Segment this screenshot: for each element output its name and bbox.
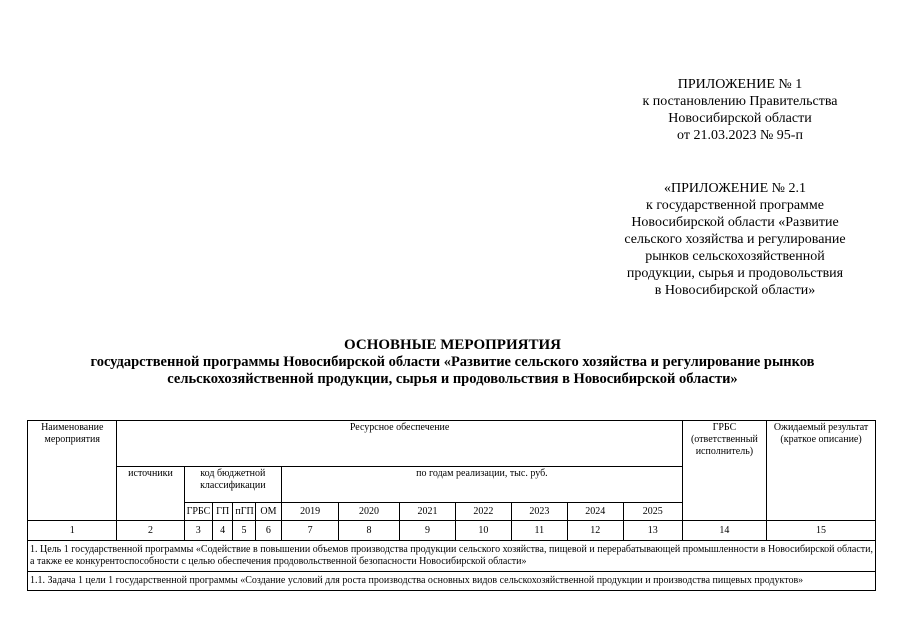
document-subtitle-line-1: государственной программы Новосибирской области «Развитие сельского хозяйства и регулирование рынков	[90, 354, 815, 370]
appendix-1-line-1: ПРИЛОЖЕНИЕ № 1	[677, 77, 803, 92]
appendix-2-line-1: «ПРИЛОЖЕНИЕ № 2.1	[664, 181, 806, 196]
appendix-2-line-4: сельского хозяйства и регулирование	[624, 232, 846, 247]
header-expected-result: Ожидаемый результат (краткое описание)	[767, 421, 876, 521]
document-subtitle-line-2: сельскохозяйственной продукции, сырья и продовольствия в Новосибирской области»	[167, 371, 738, 387]
appendix-1-line-4: от 21.03.2023 № 95-п	[677, 128, 803, 143]
appendix-2-line-2: к государственной программе	[646, 198, 824, 213]
header-year: 2019	[282, 503, 339, 521]
column-number: 6	[255, 521, 281, 541]
header-code-grbs: ГРБС	[184, 503, 212, 521]
header-code-gp: ГП	[213, 503, 233, 521]
goal-row: 1. Цель 1 государственной программы «Содействие в повышении объемов производства продукции сельского хозяйства, пищевой и перерабатывающей промышленности в Новосибирской области, а также ее конкурентоспособности с целью обеспечения продовольственной безопасности Новосибирской области»	[28, 541, 876, 572]
appendix-1-line-3: Новосибирской области	[668, 111, 812, 126]
column-number: 3	[184, 521, 212, 541]
header-code-om: ОМ	[255, 503, 281, 521]
document-title: ОСНОВНЫЕ МЕРОПРИЯТИЯ	[344, 337, 561, 353]
activities-table	[27, 420, 876, 591]
column-number: 2	[117, 521, 184, 541]
header-year: 2025	[623, 503, 682, 521]
task-row: 1.1. Задача 1 цели 1 государственной программы «Создание условий для роста производства основных видов сельскохозяйственной продукции и производства пищевых продуктов»	[28, 572, 876, 591]
column-number: 14	[682, 521, 766, 541]
column-number: 9	[400, 521, 456, 541]
column-number: 4	[213, 521, 233, 541]
column-number: 11	[511, 521, 567, 541]
appendix-2-line-3: Новосибирской области «Развитие	[631, 215, 839, 230]
column-number: 8	[339, 521, 400, 541]
header-event-name: Наименование мероприятия	[28, 421, 117, 521]
header-year: 2021	[400, 503, 456, 521]
header-code-pgp: пГП	[233, 503, 255, 521]
document-heading	[20, 337, 885, 388]
header-year: 2023	[511, 503, 567, 521]
header-grbs: ГРБС (ответственный исполнитель)	[682, 421, 766, 521]
header-year: 2022	[455, 503, 511, 521]
appendix-2-line-6: продукции, сырья и продовольствия	[626, 266, 844, 281]
header-by-years: по годам реализации, тыс. руб.	[282, 467, 683, 503]
header-budget-code: код бюджетной классификации	[184, 467, 282, 503]
appendix-1-line-2: к постановлению Правительства	[642, 94, 838, 109]
column-number: 10	[455, 521, 511, 541]
appendix-2-line-7: в Новосибирской области»	[654, 283, 816, 298]
column-number: 1	[28, 521, 117, 541]
header-year: 2020	[339, 503, 400, 521]
column-number: 15	[767, 521, 876, 541]
column-number: 13	[623, 521, 682, 541]
appendix-2-line-5: рынков сельскохозяйственной	[645, 249, 825, 264]
header-sources: источники	[117, 467, 184, 521]
header-resources: Ресурсное обеспечение	[117, 421, 682, 467]
column-number: 5	[233, 521, 255, 541]
header-year: 2024	[567, 503, 623, 521]
appendix-1-header	[600, 76, 880, 144]
appendix-2-header	[595, 180, 875, 299]
column-number: 12	[567, 521, 623, 541]
column-number: 7	[282, 521, 339, 541]
